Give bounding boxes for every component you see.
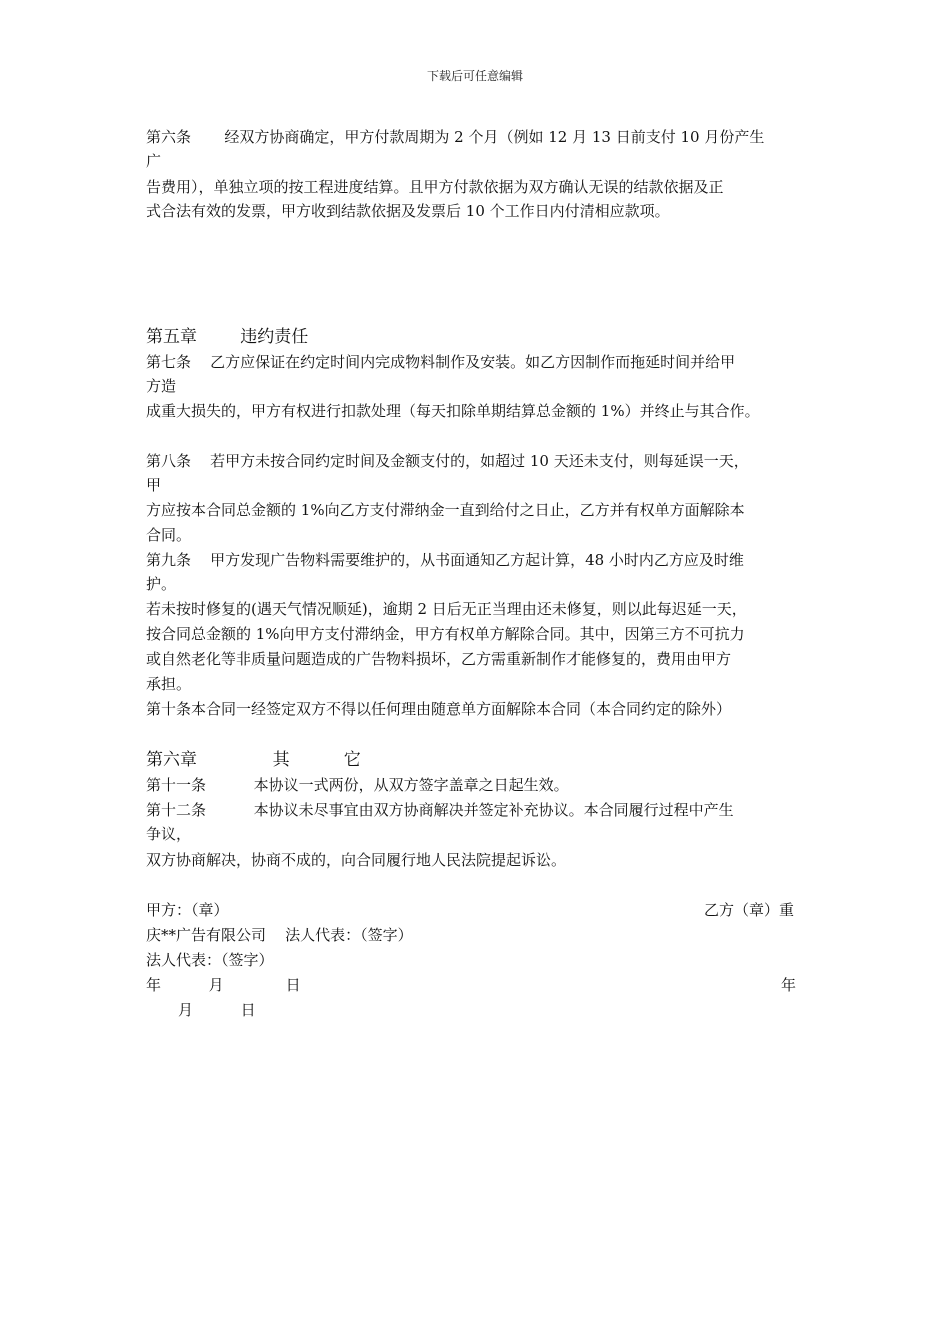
chapter-5-title: 第五章 违约责任 bbox=[146, 327, 309, 347]
article-7-line-3: 成重大损失的，甲方有权进行扣款处理（每天扣除单期结算总金额的 1%）并终止与其合作。 bbox=[146, 402, 760, 420]
article-12-line-3: 双方协商解决，协商不成的，向合同履行地人民法院提起诉讼。 bbox=[146, 851, 567, 869]
article-11: 第十一条 本协议一式两份，从双方签字盖章之日起生效。 bbox=[146, 776, 569, 794]
article-6-line-4: 式合法有效的发票，甲方收到结款依据及发票后 10 个工作日内付清相应款项。 bbox=[146, 202, 670, 220]
article-6-line-3: 告费用），单独立项的按工程进度结算。且甲方付款依据为双方确认无误的结款依据及正 bbox=[146, 178, 724, 196]
article-10: 第十条本合同一经签定双方不得以任何理由随意单方面解除本合同（本合同约定的除外） bbox=[146, 700, 732, 718]
article-8-line-4: 合同。 bbox=[146, 526, 192, 544]
article-6-line-1: 第六条 经双方协商确定，甲方付款周期为 2 个月（例如 12 月 13 日前支付 10 月份产生 bbox=[146, 128, 765, 146]
article-9-line-1: 第九条 甲方发现广告物料需要维护的，从书面通知乙方起计算，48 小时内乙方应及时维 bbox=[146, 551, 744, 569]
article-9-line-2: 护。 bbox=[146, 575, 177, 593]
article-6-line-2: 广 bbox=[146, 152, 162, 170]
article-12-line-2: 争议， bbox=[146, 825, 192, 843]
article-9-line-4: 按合同总金额的 1%向甲方支付滞纳金，甲方有权单方解除合同。其中，因第三方不可抗力 bbox=[146, 625, 745, 643]
signature-party-a: 甲方：（章） bbox=[146, 901, 229, 919]
article-7-line-1: 第七条 乙方应保证在约定时间内完成物料制作及安装。如乙方因制作而拖延时间并给甲 bbox=[146, 353, 736, 371]
article-8-line-3: 方应按本合同总金额的 1%向乙方支付滞纳金一直到给付之日止，乙方并有权单方面解除本 bbox=[146, 501, 745, 519]
article-9-line-5: 或自然老化等非质量问题造成的广告物料损坏，乙方需重新制作才能修复的，费用由甲方 bbox=[146, 650, 732, 668]
signature-party-b: 乙方（章）重 bbox=[704, 901, 795, 919]
signature-date-b-year: 年 bbox=[781, 976, 797, 994]
signature-line-3: 法人代表：（签字） bbox=[146, 951, 274, 969]
chapter-6-title: 第六章 其 它 bbox=[146, 750, 361, 770]
article-8-line-1: 第八条 若甲方未按合同约定时间及金额支付的，如超过 10 天还未支付，则每延误一天， bbox=[146, 452, 749, 470]
article-9-line-6: 承担。 bbox=[146, 675, 192, 693]
article-7-line-2: 方造 bbox=[146, 377, 177, 395]
page-header: 下载后可任意编辑 bbox=[426, 69, 523, 83]
article-9-line-3: 若未按时修复的(遇天气情况顺延)，逾期 2 日后无正当理由还未修复，则以此每迟延一天， bbox=[146, 600, 747, 618]
signature-line-2: 庆**广告有限公司 法人代表：（签字） bbox=[146, 926, 413, 944]
signature-date-a: 年 月 日 bbox=[146, 976, 301, 994]
article-12-line-1: 第十二条 本协议未尽事宜由双方协商解决并签定补充协议。本合同履行过程中产生 bbox=[146, 801, 734, 819]
article-8-line-2: 甲 bbox=[146, 476, 162, 494]
signature-date-b-rest: 月 日 bbox=[178, 1001, 256, 1019]
